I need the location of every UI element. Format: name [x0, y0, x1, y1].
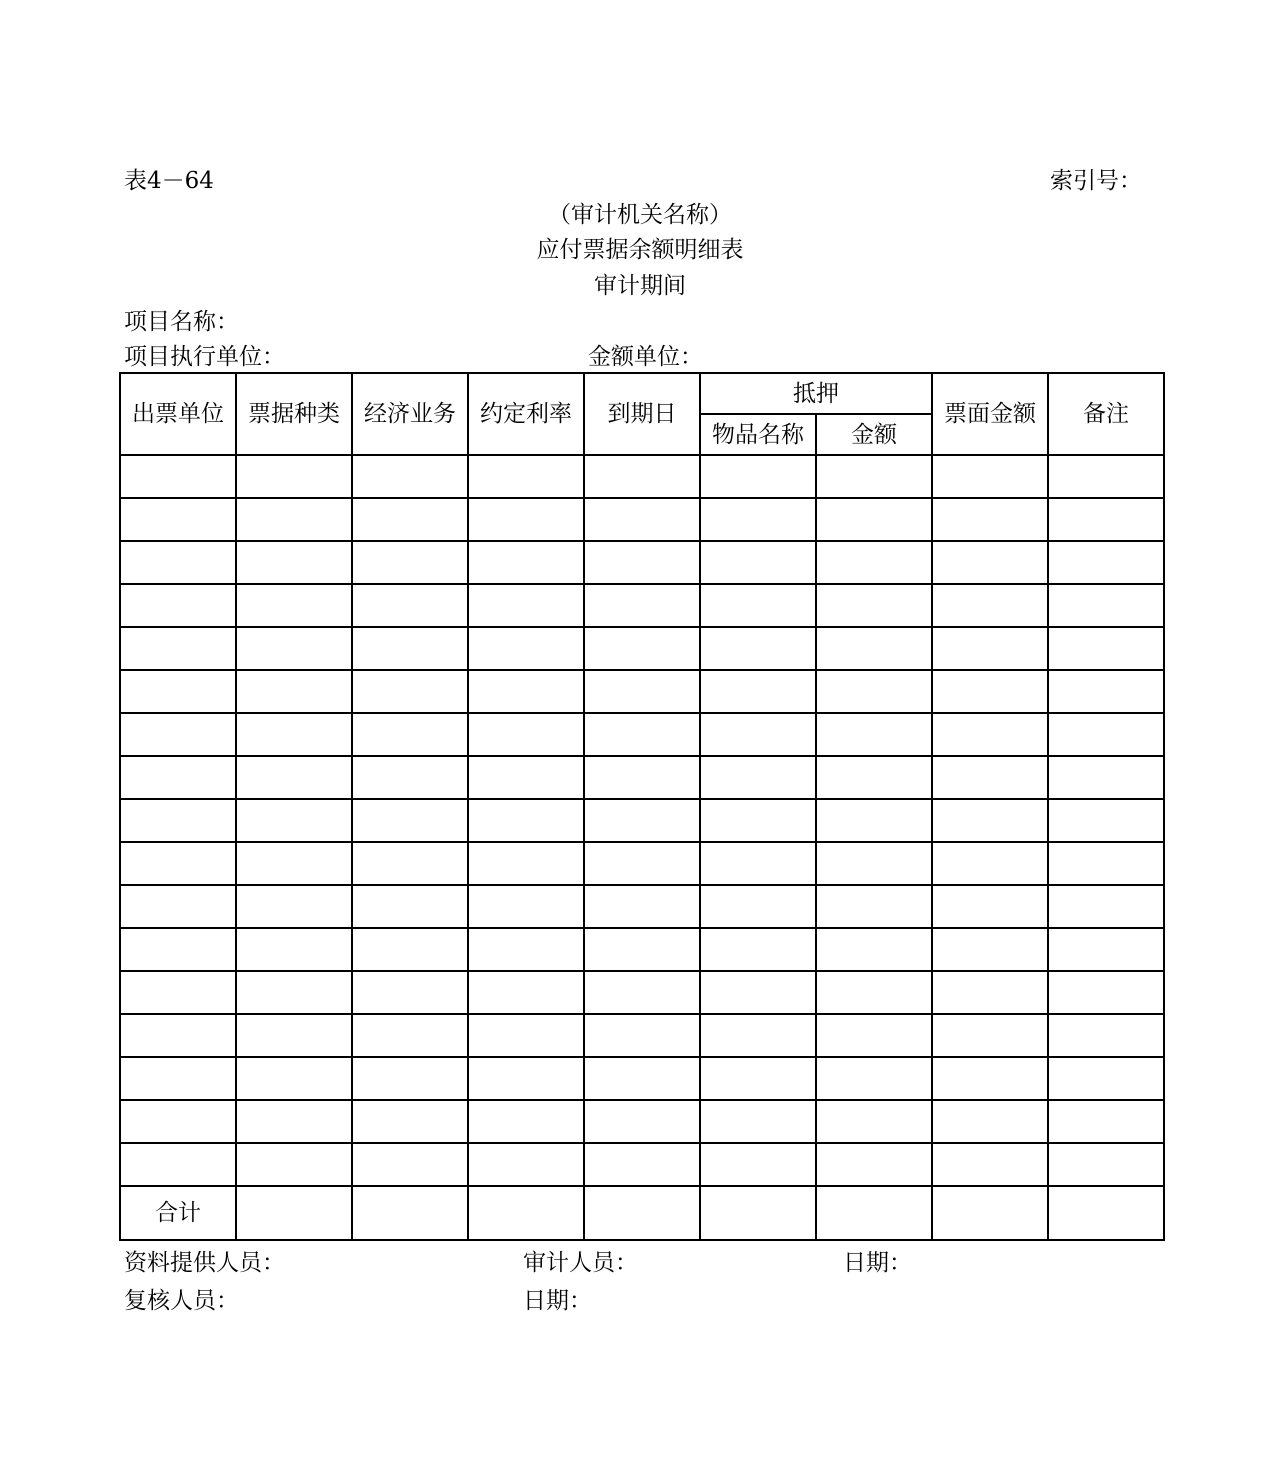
- table-cell[interactable]: [120, 928, 236, 971]
- table-cell[interactable]: [816, 928, 932, 971]
- audit-period: 审计期间: [594, 273, 686, 299]
- table-cell[interactable]: [584, 713, 700, 756]
- table-cell[interactable]: [1048, 627, 1164, 670]
- table-cell[interactable]: [700, 455, 816, 498]
- table-cell[interactable]: [816, 971, 932, 1014]
- table-cell[interactable]: [816, 1143, 932, 1186]
- table-cell[interactable]: [352, 756, 468, 799]
- table-cell[interactable]: [700, 498, 816, 541]
- table-cell[interactable]: [816, 627, 932, 670]
- table-cell[interactable]: [932, 713, 1048, 756]
- table-cell[interactable]: [584, 971, 700, 1014]
- table-cell[interactable]: [236, 842, 352, 885]
- table-row: [120, 1143, 1164, 1186]
- table-cell[interactable]: [1048, 971, 1164, 1014]
- table-cell[interactable]: [468, 713, 584, 756]
- total-cell[interactable]: [352, 1186, 468, 1240]
- table-cell[interactable]: [120, 713, 236, 756]
- total-cell[interactable]: [468, 1186, 584, 1240]
- col-header-interest-rate: 约定利率: [468, 373, 584, 455]
- table-cell[interactable]: [700, 756, 816, 799]
- table-cell[interactable]: [120, 541, 236, 584]
- table-cell[interactable]: [352, 498, 468, 541]
- table-cell[interactable]: [932, 971, 1048, 1014]
- table-cell[interactable]: [468, 1100, 584, 1143]
- table-cell[interactable]: [932, 842, 1048, 885]
- table-cell[interactable]: [468, 584, 584, 627]
- table-cell[interactable]: [700, 971, 816, 1014]
- table-row: [120, 498, 1164, 541]
- date-label-1: 日期：: [843, 1250, 912, 1276]
- table-cell[interactable]: [932, 498, 1048, 541]
- table-cell[interactable]: [236, 670, 352, 713]
- table-cell[interactable]: [468, 971, 584, 1014]
- table-cell[interactable]: [932, 885, 1048, 928]
- table-cell[interactable]: [468, 928, 584, 971]
- table-row: [120, 627, 1164, 670]
- table-cell[interactable]: [816, 498, 932, 541]
- table-cell[interactable]: [236, 584, 352, 627]
- table-cell[interactable]: [816, 713, 932, 756]
- table-row: [120, 1014, 1164, 1057]
- table-cell[interactable]: [816, 842, 932, 885]
- exec-unit-label: 项目执行单位：: [124, 344, 285, 370]
- table-cell[interactable]: [120, 498, 236, 541]
- table-cell[interactable]: [236, 928, 352, 971]
- date-label-2: 日期：: [523, 1288, 592, 1314]
- table-cell[interactable]: [816, 756, 932, 799]
- table-cell[interactable]: [816, 1014, 932, 1057]
- table-cell[interactable]: [700, 799, 816, 842]
- table-cell[interactable]: [700, 1143, 816, 1186]
- table-cell[interactable]: [352, 455, 468, 498]
- table-cell[interactable]: [584, 455, 700, 498]
- table-cell[interactable]: [120, 455, 236, 498]
- reviewer-label: 复核人员：: [124, 1288, 239, 1314]
- table-row: [120, 1057, 1164, 1100]
- table-cell[interactable]: [700, 713, 816, 756]
- table-cell[interactable]: [1048, 498, 1164, 541]
- table-cell[interactable]: [932, 1057, 1048, 1100]
- table-cell[interactable]: [816, 670, 932, 713]
- table-cell[interactable]: [584, 1014, 700, 1057]
- table-cell[interactable]: [816, 885, 932, 928]
- table-cell[interactable]: [352, 1100, 468, 1143]
- table-cell[interactable]: [584, 1100, 700, 1143]
- table-cell[interactable]: [468, 541, 584, 584]
- table-cell[interactable]: [1048, 928, 1164, 971]
- total-label: 合计: [120, 1186, 236, 1240]
- table-cell[interactable]: [700, 1100, 816, 1143]
- table-cell[interactable]: [120, 670, 236, 713]
- table-cell[interactable]: [816, 1100, 932, 1143]
- table-row: [120, 928, 1164, 971]
- table-cell[interactable]: [932, 928, 1048, 971]
- table-cell[interactable]: [120, 1057, 236, 1100]
- table-row: [120, 584, 1164, 627]
- table-row: [120, 541, 1164, 584]
- table-cell[interactable]: [352, 842, 468, 885]
- table-cell[interactable]: [584, 756, 700, 799]
- table-cell[interactable]: [120, 584, 236, 627]
- table-cell[interactable]: [468, 799, 584, 842]
- table-cell[interactable]: [932, 1014, 1048, 1057]
- table-cell[interactable]: [468, 756, 584, 799]
- table-cell[interactable]: [584, 1143, 700, 1186]
- total-cell[interactable]: [584, 1186, 700, 1240]
- org-name: （审计机关名称）: [548, 202, 732, 228]
- table-cell[interactable]: [468, 670, 584, 713]
- table-cell[interactable]: [352, 541, 468, 584]
- table-cell[interactable]: [584, 498, 700, 541]
- table-cell[interactable]: [932, 756, 1048, 799]
- table-cell[interactable]: [584, 541, 700, 584]
- auditor-label: 审计人员：: [523, 1250, 638, 1276]
- col-header-face-amount: 票面金额: [932, 373, 1048, 455]
- table-cell[interactable]: [700, 1057, 816, 1100]
- table-cell[interactable]: [1048, 713, 1164, 756]
- table-cell[interactable]: [120, 842, 236, 885]
- table-cell[interactable]: [816, 799, 932, 842]
- page-title: 应付票据余额明细表: [536, 237, 744, 263]
- table-cell[interactable]: [120, 756, 236, 799]
- table-cell[interactable]: [816, 584, 932, 627]
- table-cell[interactable]: [236, 1014, 352, 1057]
- table-row: [120, 885, 1164, 928]
- table-row: [120, 971, 1164, 1014]
- table-cell[interactable]: [1048, 1100, 1164, 1143]
- table-cell[interactable]: [236, 541, 352, 584]
- table-cell[interactable]: [932, 584, 1048, 627]
- table-cell[interactable]: [236, 1057, 352, 1100]
- table-cell[interactable]: [932, 455, 1048, 498]
- table-cell[interactable]: [816, 1057, 932, 1100]
- table-row: [120, 756, 1164, 799]
- table-cell[interactable]: [352, 1143, 468, 1186]
- table-cell[interactable]: [468, 1057, 584, 1100]
- table-cell[interactable]: [352, 584, 468, 627]
- bills-payable-table: [119, 372, 1165, 1241]
- col-header-collateral-item: 物品名称: [700, 414, 816, 455]
- table-cell[interactable]: [932, 627, 1048, 670]
- table-cell[interactable]: [236, 1100, 352, 1143]
- table-cell[interactable]: [1048, 670, 1164, 713]
- table-cell[interactable]: [120, 627, 236, 670]
- col-header-issuer: 出票单位: [120, 373, 236, 455]
- table-cell[interactable]: [468, 1143, 584, 1186]
- table-cell[interactable]: [932, 670, 1048, 713]
- table-cell[interactable]: [352, 971, 468, 1014]
- table-row: [120, 799, 1164, 842]
- table-row: [120, 1100, 1164, 1143]
- table-cell[interactable]: [468, 627, 584, 670]
- table-cell[interactable]: [120, 799, 236, 842]
- table-cell[interactable]: [584, 627, 700, 670]
- table-cell[interactable]: [468, 1014, 584, 1057]
- table-cell[interactable]: [1048, 584, 1164, 627]
- table-cell[interactable]: [584, 584, 700, 627]
- total-cell[interactable]: [1048, 1186, 1164, 1240]
- table-cell[interactable]: [236, 756, 352, 799]
- table-row: [120, 842, 1164, 885]
- table-cell[interactable]: [236, 455, 352, 498]
- table-cell[interactable]: [584, 885, 700, 928]
- table-cell[interactable]: [1048, 842, 1164, 885]
- table-cell[interactable]: [1048, 885, 1164, 928]
- table-cell[interactable]: [1048, 1143, 1164, 1186]
- total-cell[interactable]: [816, 1186, 932, 1240]
- table-cell[interactable]: [468, 498, 584, 541]
- table-cell[interactable]: [932, 799, 1048, 842]
- table-cell[interactable]: [120, 1100, 236, 1143]
- table-cell[interactable]: [236, 627, 352, 670]
- table-cell[interactable]: [584, 842, 700, 885]
- table-cell[interactable]: [584, 1057, 700, 1100]
- table-cell[interactable]: [120, 971, 236, 1014]
- table-cell[interactable]: [468, 842, 584, 885]
- total-cell[interactable]: [700, 1186, 816, 1240]
- table-cell[interactable]: [236, 1143, 352, 1186]
- table-cell[interactable]: [932, 1100, 1048, 1143]
- col-header-remark: 备注: [1048, 373, 1164, 455]
- amount-unit-label: 金额单位：: [588, 344, 703, 370]
- table-row: [120, 713, 1164, 756]
- table-cell[interactable]: [700, 670, 816, 713]
- table-cell[interactable]: [1048, 756, 1164, 799]
- table-cell[interactable]: [584, 799, 700, 842]
- table-cell[interactable]: [468, 455, 584, 498]
- table-cell[interactable]: [584, 928, 700, 971]
- col-header-business: 经济业务: [352, 373, 468, 455]
- table-cell[interactable]: [1048, 1057, 1164, 1100]
- table-cell[interactable]: [352, 627, 468, 670]
- table-row: [120, 455, 1164, 498]
- table-cell[interactable]: [700, 627, 816, 670]
- table-cell[interactable]: [468, 885, 584, 928]
- table-cell[interactable]: [236, 799, 352, 842]
- table-cell[interactable]: [932, 1143, 1048, 1186]
- table-number: 表4－64: [124, 168, 214, 194]
- table-cell[interactable]: [700, 928, 816, 971]
- col-header-collateral-amount: 金额: [816, 414, 932, 455]
- col-header-collateral: 抵押: [700, 373, 932, 414]
- col-header-bill-type: 票据种类: [236, 373, 352, 455]
- table-cell[interactable]: [1048, 541, 1164, 584]
- table-row: [120, 670, 1164, 713]
- table-cell[interactable]: [120, 1143, 236, 1186]
- table-cell[interactable]: [352, 799, 468, 842]
- table-cell[interactable]: [352, 928, 468, 971]
- total-cell[interactable]: [236, 1186, 352, 1240]
- table-cell[interactable]: [120, 885, 236, 928]
- table-cell[interactable]: [816, 455, 932, 498]
- table-cell[interactable]: [236, 885, 352, 928]
- project-name-label: 项目名称：: [124, 309, 239, 335]
- table-cell[interactable]: [700, 541, 816, 584]
- table-cell[interactable]: [352, 1014, 468, 1057]
- total-cell[interactable]: [932, 1186, 1048, 1240]
- table-cell[interactable]: [1048, 799, 1164, 842]
- table-cell[interactable]: [584, 670, 700, 713]
- table-cell[interactable]: [236, 971, 352, 1014]
- table-cell[interactable]: [1048, 1014, 1164, 1057]
- table-cell[interactable]: [1048, 455, 1164, 498]
- table-cell[interactable]: [932, 541, 1048, 584]
- table-cell[interactable]: [352, 885, 468, 928]
- table-cell[interactable]: [236, 713, 352, 756]
- table-cell[interactable]: [120, 1014, 236, 1057]
- table-cell[interactable]: [352, 1057, 468, 1100]
- col-header-due-date: 到期日: [584, 373, 700, 455]
- table-cell[interactable]: [700, 842, 816, 885]
- table-cell[interactable]: [352, 670, 468, 713]
- index-number-label: 索引号：: [1050, 168, 1142, 194]
- table-cell[interactable]: [236, 498, 352, 541]
- table-cell[interactable]: [700, 1014, 816, 1057]
- table-cell[interactable]: [352, 713, 468, 756]
- table-cell[interactable]: [700, 885, 816, 928]
- table-cell[interactable]: [700, 584, 816, 627]
- provider-label: 资料提供人员：: [124, 1250, 285, 1276]
- table-cell[interactable]: [816, 541, 932, 584]
